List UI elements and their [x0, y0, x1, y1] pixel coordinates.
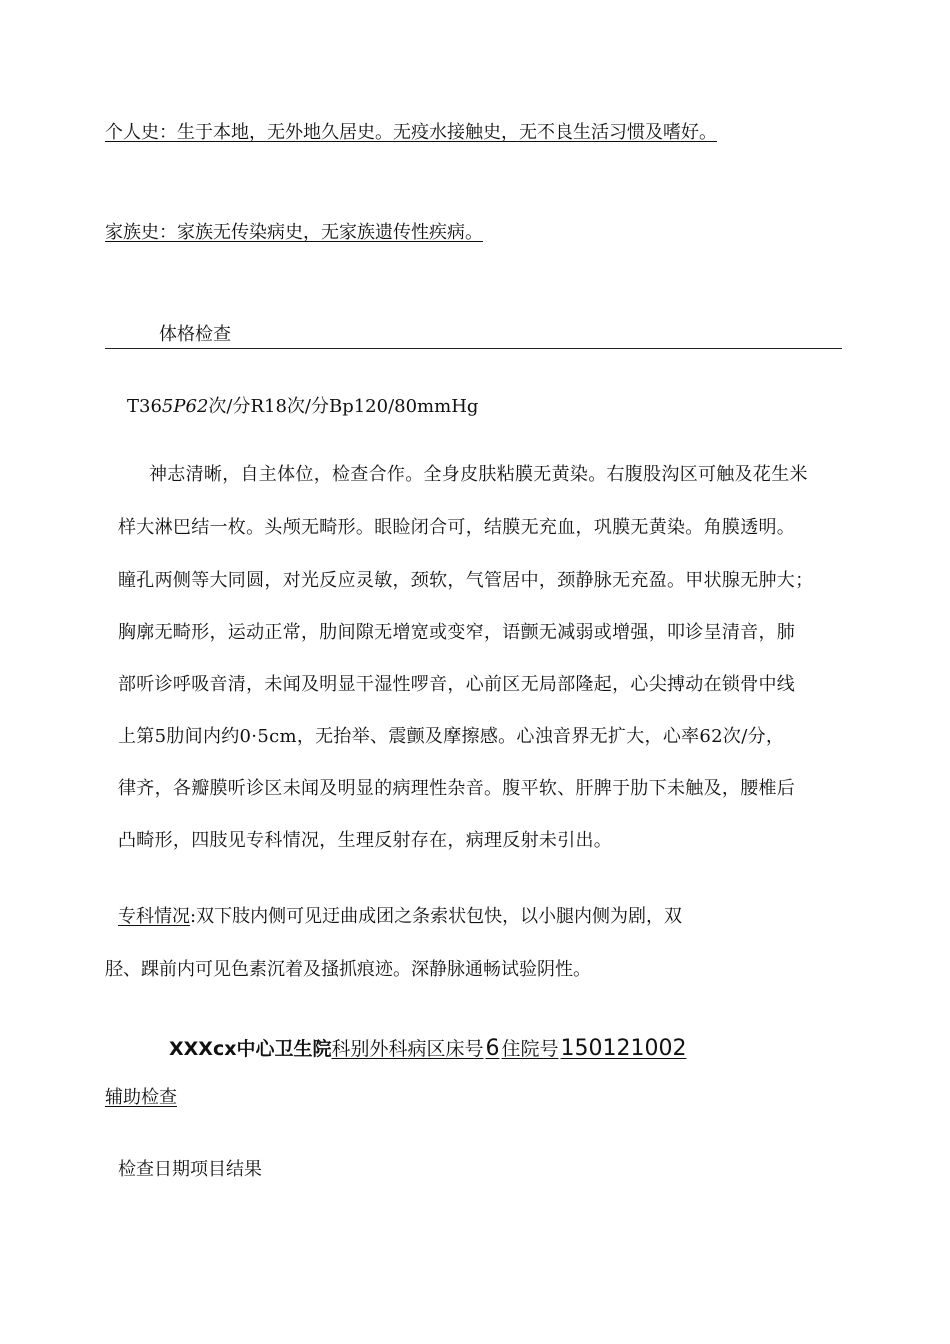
dept-label: 科别外科病区床号 [331, 1038, 484, 1060]
specialty-label: 专科情况 [118, 906, 190, 927]
exam-line: 上第5肋间内约0·5cm，无抬举、震颤及摩擦感。心浊音界无扩大，心率62次/分， [118, 726, 785, 747]
hospital-footer [169, 1034, 686, 1061]
admission-number: 150121002 [560, 1036, 687, 1061]
specialty-line-1 [118, 902, 682, 928]
family-history: 家族史：家族无传染病史，无家族遗传性疾病。 [105, 222, 483, 243]
vitals-t-p: 5P62 [161, 396, 209, 417]
exam-line: 瞳孔两侧等大同圆，对光反应灵敏，颈软，气管居中，颈静脉无充盈。甲状腺无肿大； [118, 570, 814, 591]
exam-heading: 体格检查 [159, 324, 231, 345]
vitals-line [127, 392, 478, 418]
vitals-rest: 次/分R18次/分Bp120/80mmHg [208, 396, 479, 417]
exam-line: 神志清晰，自主体位，检查合作。全身皮肤粘膜无黄染。右腹股沟区可触及花生米 [149, 464, 808, 485]
exam-line: 样大淋巴结一枚。头颅无畸形。眼睑闭合可，结膜无充血，巩膜无黄染。角膜透明。 [118, 517, 796, 538]
specialty-text-1: :双下肢内侧可见迂曲成团之条索状包快，以小腿内侧为剧，双 [190, 906, 683, 927]
specialty-line-2: 胫、踝前内可见色素沉着及搔抓痕迹。深静脉通畅试验阴性。 [105, 959, 591, 980]
vitals-t: T36 [127, 396, 162, 417]
exam-line: 胸廓无畸形，运动正常，肋间隙无增宽或变窄，语颤无减弱或增强，叩诊呈清音，肺 [118, 622, 796, 643]
personal-history: 个人史：生于本地，无外地久居史。无疫水接触史，无不良生活习惯及嗜好。 [105, 122, 717, 143]
hospital-name: XXXcx中心卫生院 [169, 1038, 332, 1060]
exam-line: 律齐，各瓣膜听诊区未闻及明显的病理性杂音。腹平软、肝脾于肋下未触及，腰椎后 [118, 778, 796, 799]
bed-number: 6 [485, 1036, 500, 1061]
exam-line: 凸畸形，四肢见专科情况，生理反射存在，病理反射未引出。 [118, 830, 613, 851]
admission-label: 住院号 [501, 1038, 559, 1060]
aux-heading: 辅助检查 [105, 1087, 177, 1108]
heading-divider [105, 348, 842, 349]
aux-columns: 检查日期项目结果 [118, 1159, 262, 1180]
exam-line: 部听诊呼吸音清，未闻及明显干湿性啰音，心前区无局部隆起，心尖搏动在锁骨中线 [118, 674, 796, 695]
